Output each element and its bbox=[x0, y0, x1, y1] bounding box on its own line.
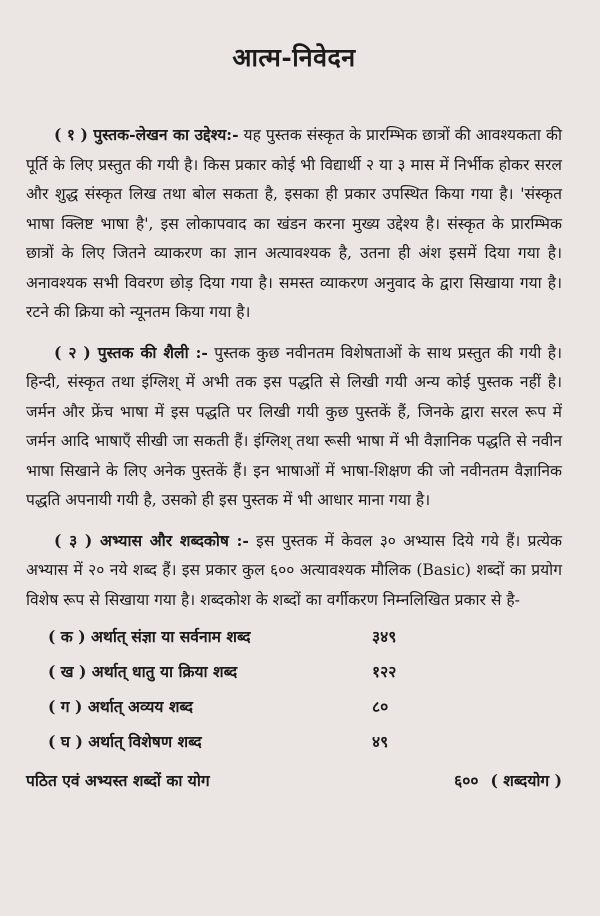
section-text: यह पुस्तक संस्कृत के प्रारम्भिक छात्रों की आवश्यकता की पूर्ति के लिए प्रस्तुत की गयी है। किस प्रकार कोई भी विद्यार्थी २ या ३ मास में निर्भीक होकर सरल और शुद्ध संस्कृत लिख तथा बोल सकता है, इसका ही प्रकार उपस्थित किया गया है। 'संस्कृत भाषा क्लिष्ट भाषा है', इस लोकापवाद का खंडन करना मुख्य उद्देश्य है। संस्कृत के प्रारम्भिक छात्रों के लिए जितने व्याकरण का ज्ञान अत्यावश्यक है, उतना ही अंश इसमें दिया गया है। अनावश्यक सभी विवरण छोड़ दिया गया है। समस्त व्याकरण अनुवाद के द्वारा सिखाया गया है। रटने की क्रिया को न्यूनतम किया गया है। bbox=[26, 126, 562, 321]
section-exercises bbox=[26, 526, 562, 616]
list-item bbox=[26, 730, 562, 765]
list-item bbox=[26, 660, 562, 695]
section-heading: ( २ ) पुस्तक की शैली :- bbox=[54, 342, 208, 362]
list-item bbox=[26, 625, 562, 660]
total-row bbox=[26, 769, 562, 791]
page-title: आत्म-निवेदन bbox=[232, 43, 356, 72]
list-item-value: १२२ bbox=[372, 662, 397, 681]
list-item-value: ४९ bbox=[372, 732, 389, 751]
section-purpose bbox=[26, 120, 562, 328]
list-item-label: ( ख ) अर्थात् धातु या क्रिया शब्द bbox=[48, 662, 238, 681]
list-item-value: ८० bbox=[372, 697, 389, 716]
list-item-label: ( क ) अर्थात् संज्ञा या सर्वनाम शब्द bbox=[48, 627, 251, 646]
total-value: ६०० bbox=[454, 771, 479, 790]
section-heading: ( ३ ) अभ्यास और शब्दकोष :- bbox=[54, 530, 249, 550]
section-text: इस पुस्तक में केवल ३० अभ्यास दिये गये हैं। प्रत्येक अभ्यास में २० नये शब्द हैं। इस प्रकार कुल ६०० अत्यावश्यक मौलिक (Basic) शब्दों का प्रयोग विशेष रूप से सिखाया गया है। शब्दकोश के शब्दों का वर्गीकरण निम्नलिखित प्रकार से है- bbox=[26, 531, 562, 609]
list-item-label: ( घ ) अर्थात् विशेषण शब्द bbox=[48, 732, 202, 751]
word-classification-list bbox=[26, 625, 562, 791]
list-item bbox=[26, 695, 562, 730]
section-heading: ( १ ) पुस्तक-लेखन का उद्देश्य:- bbox=[54, 125, 239, 144]
section-style bbox=[26, 338, 562, 516]
total-note: ( शब्दयोग ) bbox=[490, 771, 562, 790]
section-text: पुस्तक कुछ नवीनतम विशेषताओं के साथ प्रस्तुत की गयी है। हिन्दी, संस्कृत तथा इंग्लिश् में अभी तक इस पद्धति से लिखी गयी अन्य कोई पुस्तक नहीं है। जर्मन और फ्रेंच भाषा में इस पद्धति पर लिखी गयी कुछ पुस्तकें हैं, जिनके द्वारा सरल रूप में जर्मन आदि भाषाएँ सीखी जा सकती हैं। इंग्लिश् तथा रूसी भाषा में भी वैज्ञानिक पद्धति से नवीन भाषा सिखाने के लिए अनेक पुस्तकें हैं। इन भाषाओं में भाषा-शिक्षण की जो नवीनतम वैज्ञानिक पद्धति अपनायी गयी है, उसको ही इस पुस्तक में भी आधार माना गया है। bbox=[26, 343, 562, 509]
total-label: पठित एवं अभ्यस्त शब्दों का योग bbox=[26, 771, 210, 790]
list-item-value: ३४९ bbox=[372, 627, 397, 646]
list-item-label: ( ग ) अर्थात् अव्यय शब्द bbox=[48, 697, 193, 716]
